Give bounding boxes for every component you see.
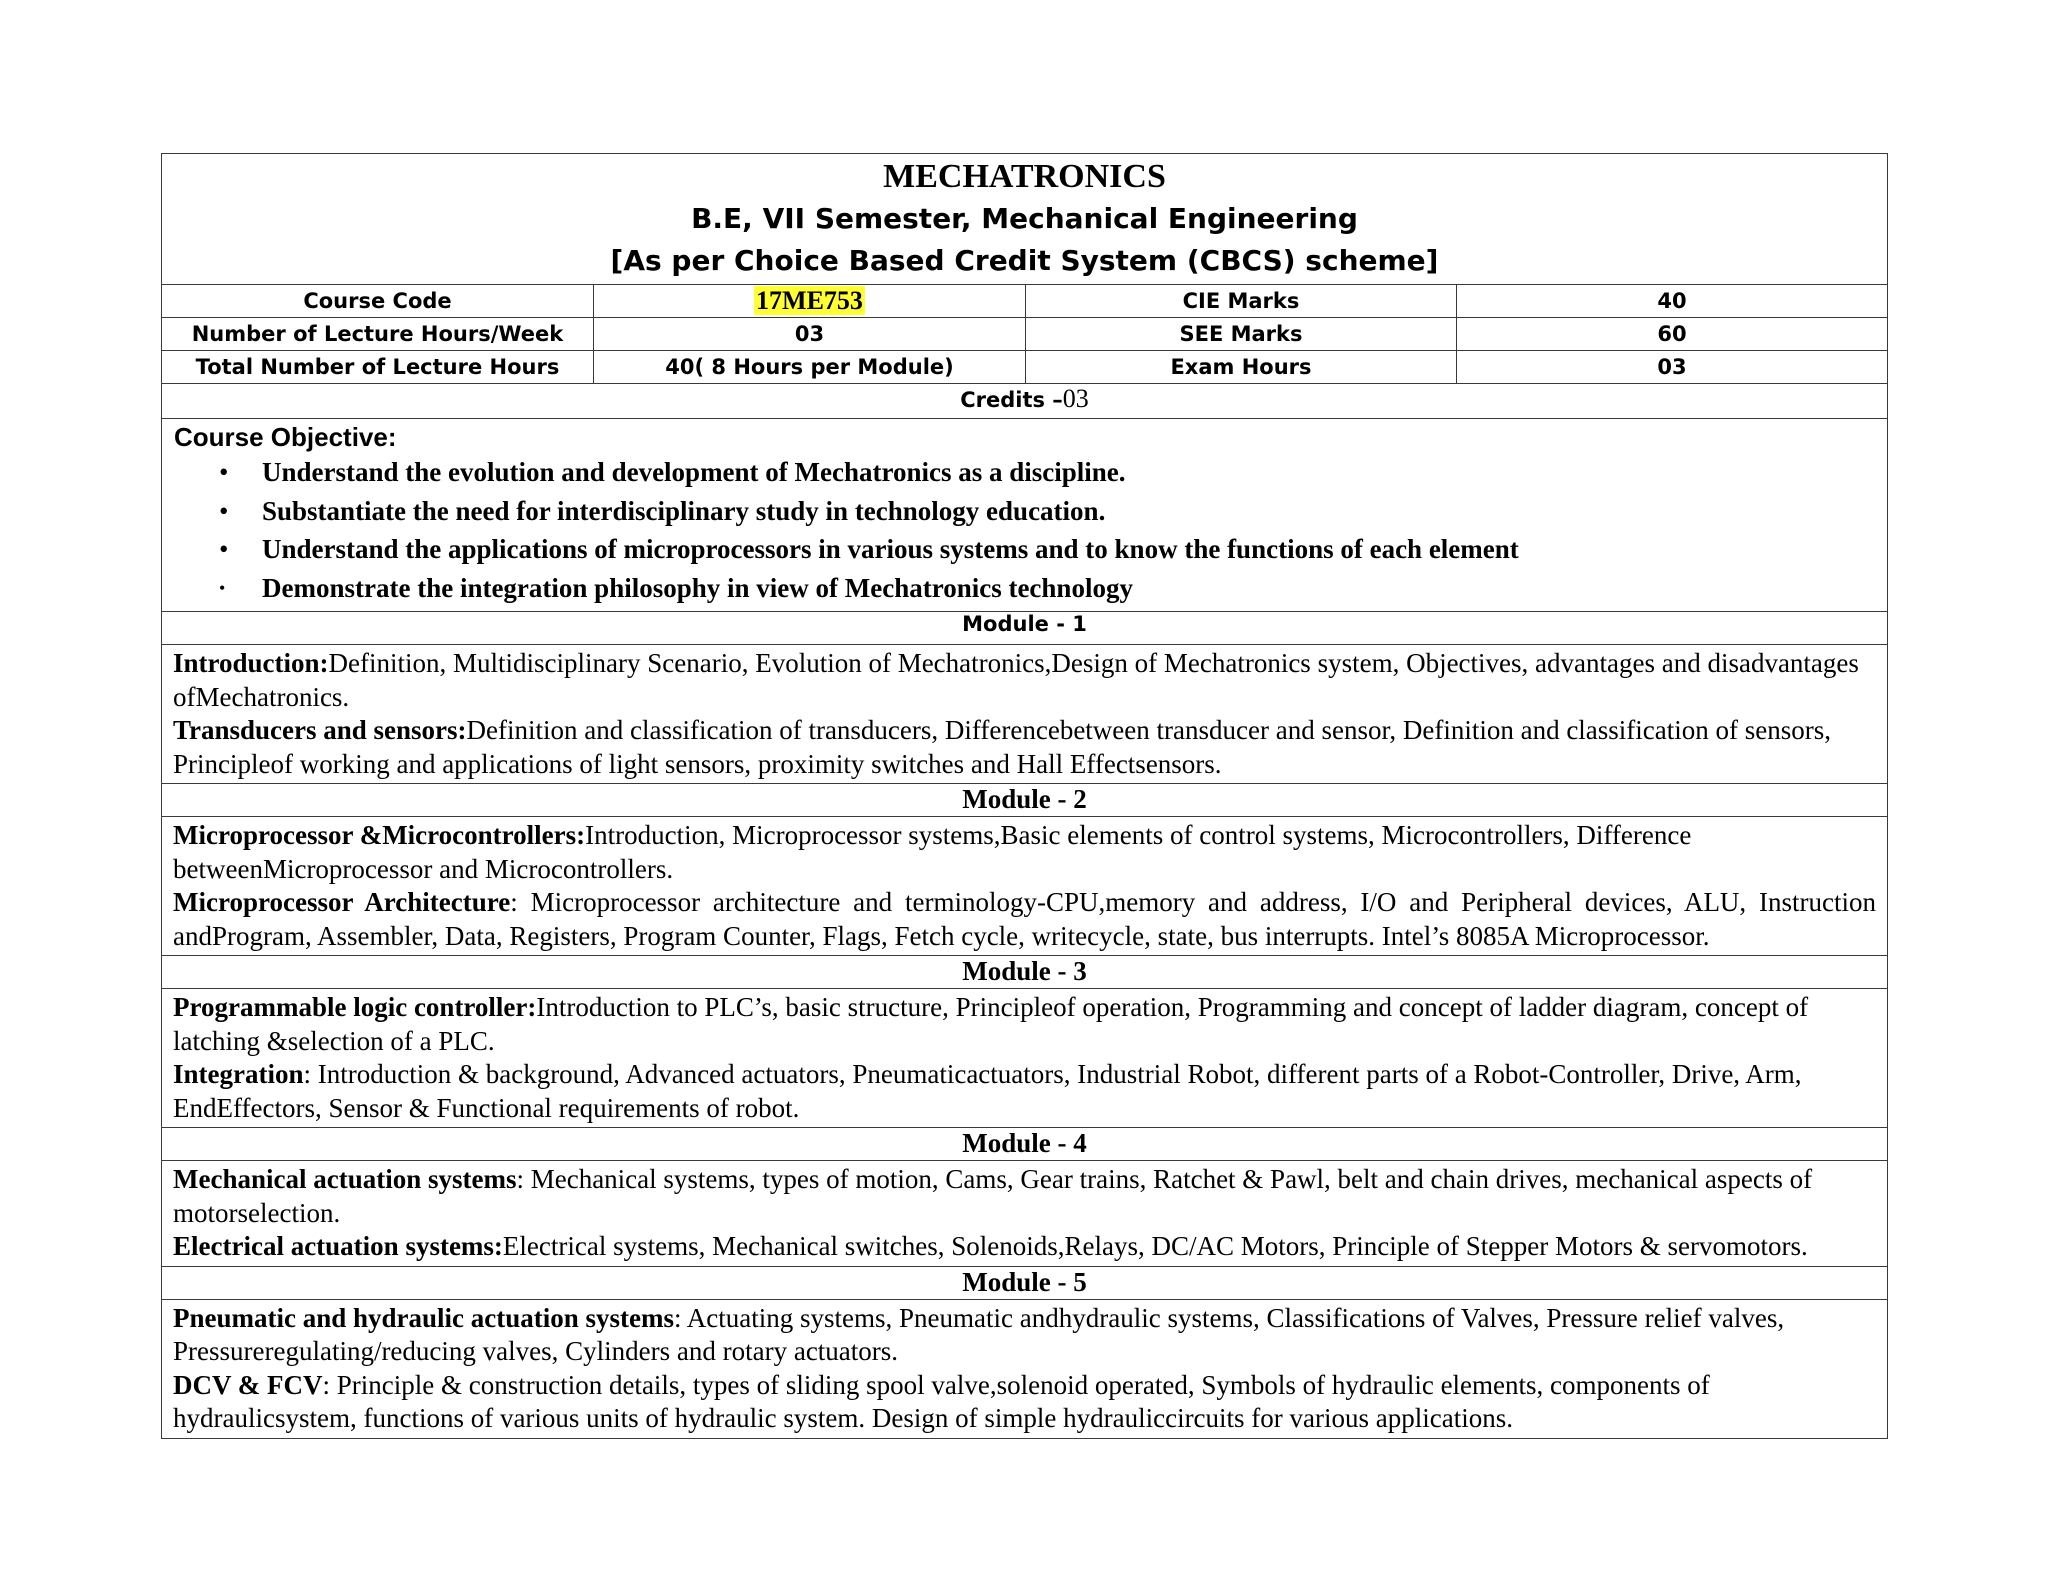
- objective-text: Understand the applications of microprocessors in various systems and to know the functions of each element: [262, 534, 1519, 564]
- total-hours-value: 40( 8 Hours per Module): [594, 351, 1026, 384]
- credits-value: 03: [1062, 384, 1089, 413]
- module-1-content: [162, 645, 1888, 784]
- course-code-label: Course Code: [162, 285, 594, 318]
- exam-hours-label: Exam Hours: [1026, 351, 1457, 384]
- bullet-icon: •: [219, 534, 229, 564]
- course-subtitle: B.E, VII Semester, Mechanical Engineering: [691, 202, 1358, 235]
- module-3-heading: Module - 3: [162, 956, 1888, 989]
- bullet-icon: •: [219, 495, 229, 526]
- topic-heading: Microprocessor Architecture: [173, 887, 511, 917]
- topic-text: Introduction, Microprocessor systems,Basic elements of control systems, Microcontrollers, Difference betweenMicroprocessor and Microcontrollers.: [173, 820, 1692, 884]
- module-2-heading: Module - 2: [162, 784, 1888, 817]
- topic-text: Definition, Multidisciplinary Scenario, Evolution of Mechatronics,Design of Mechatronics system, Objectives, advantages and disadvantages ofMechatronics.: [173, 648, 1859, 712]
- objective-item: [174, 453, 1875, 492]
- objective-title: Course Objective:: [174, 422, 397, 452]
- module-4-heading: Module - 4: [162, 1128, 1888, 1161]
- topic-heading: Programmable logic controller:: [173, 992, 537, 1022]
- module-5-heading: Module - 5: [162, 1266, 1888, 1299]
- topic-text: : Mechanical systems, types of motion, Cams, Gear trains, Ratchet & Pawl, belt and chain drives, mechanical aspects of motorselection.: [173, 1164, 1813, 1228]
- objective-list: [174, 453, 1875, 607]
- objective-text: Understand the evolution and development of Mechatronics as a discipline.: [262, 457, 1126, 487]
- module-paragraph: [173, 714, 1876, 781]
- total-hours-label: Total Number of Lecture Hours: [162, 351, 594, 384]
- course-code-value-cell: [594, 285, 1026, 318]
- module-paragraph: [173, 819, 1876, 886]
- module-paragraph: [173, 1230, 1876, 1264]
- topic-text: Electrical systems, Mechanical switches, Solenoids,Relays, DC/AC Motors, Principle of Stepper Motors & servomotors.: [502, 1231, 1808, 1261]
- course-scheme: [As per Choice Based Credit System (CBCS) scheme]: [610, 244, 1439, 277]
- topic-heading: Electrical actuation systems:: [173, 1231, 503, 1261]
- topic-heading: Transducers and sensors:: [173, 715, 467, 745]
- topic-heading: Introduction:: [173, 648, 329, 678]
- credits-label: Credits –: [960, 388, 1063, 412]
- info-row-lecture-hours-week: [162, 318, 1888, 351]
- course-title: MECHATRONICS: [883, 158, 1166, 195]
- topic-text: Introduction to PLC’s, basic structure, Principleof operation, Programming and concept of ladder diagram, concept of latching &selection of a PLC.: [173, 992, 1809, 1056]
- module-5-content: [162, 1299, 1888, 1438]
- objective-item: [174, 569, 1875, 608]
- topic-heading: Microprocessor &Microcontrollers:: [173, 820, 586, 850]
- cie-marks-value: 40: [1457, 285, 1888, 318]
- module-paragraph: [173, 1058, 1876, 1125]
- lecture-hours-week-value: 03: [594, 318, 1026, 351]
- objective-item: [174, 530, 1875, 569]
- topic-heading: Pneumatic and hydraulic actuation systems: [173, 1302, 675, 1333]
- topic-heading: Integration: [173, 1059, 304, 1089]
- topic-text: : Actuating systems, Pneumatic andhydraulic systems, Classifications of Valves, Pressure relief valves, Pressureregulating/reducing valves, Cylinders and rotary actuators.: [173, 1302, 1785, 1366]
- topic-text: Definition and classification of transducers, Differencebetween transducer and sensor, Definition and classification of sensors, Principleof working and applications of light sensors, proximity switches and Hall Effectsensors.: [173, 715, 1832, 779]
- objective-item: [174, 492, 1875, 531]
- module-paragraph: [173, 1163, 1876, 1230]
- module-paragraph: [173, 1302, 1876, 1369]
- module-paragraph: [173, 886, 1876, 953]
- topic-heading: DCV & FCV: [173, 1369, 323, 1400]
- syllabus-table: [161, 153, 1888, 1439]
- topic-text: : Microprocessor architecture and terminology-CPU,memory and address, I/O and Peripheral devices, ALU, Instruction andProgram, Assembler, Data, Registers, Program Counter, Flags, Fetch cycle, writecycle, state, bus interrupts. Intel’s 8085A Microprocessor.: [173, 887, 1876, 951]
- module-paragraph: [173, 647, 1876, 714]
- bullet-icon: •: [219, 577, 226, 598]
- objective-text: Demonstrate the integration philosophy in view of Mechatronics technology: [262, 572, 1133, 603]
- module-1-heading: Module - 1: [162, 612, 1888, 645]
- info-row-course-code: [162, 285, 1888, 318]
- module-3-content: [162, 989, 1888, 1128]
- exam-hours-value: 03: [1457, 351, 1888, 384]
- bullet-icon: •: [219, 457, 229, 487]
- credits-row: [162, 384, 1888, 419]
- see-marks-value: 60: [1457, 318, 1888, 351]
- module-paragraph: [173, 991, 1876, 1058]
- course-code-value: 17ME753: [756, 286, 863, 315]
- topic-text: : Principle & construction details, types of sliding spool valve,solenoid operated, Symbols of hydraulic elements, components of hydraulicsystem, functions of various units of hydraulic system. Design of simple hydrauliccircuits for various applications.: [173, 1369, 1710, 1433]
- title-block: [162, 154, 1888, 285]
- course-objective-section: [162, 419, 1888, 612]
- objective-text: Substantiate the need for interdisciplinary study in technology education.: [262, 495, 1106, 526]
- module-2-content: [162, 817, 1888, 956]
- topic-text: : Introduction & background, Advanced actuators, Pneumaticactuators, Industrial Robot, different parts of a Robot-Controller, Drive, Arm, EndEffectors, Sensor & Functional requirements of robot.: [173, 1059, 1802, 1123]
- lecture-hours-week-label: Number of Lecture Hours/Week: [162, 318, 594, 351]
- module-paragraph: [173, 1369, 1876, 1436]
- info-row-total-hours: [162, 351, 1888, 384]
- see-marks-label: SEE Marks: [1026, 318, 1457, 351]
- topic-heading: Mechanical actuation systems: [173, 1164, 517, 1194]
- module-4-content: [162, 1161, 1888, 1267]
- cie-marks-label: CIE Marks: [1026, 285, 1457, 318]
